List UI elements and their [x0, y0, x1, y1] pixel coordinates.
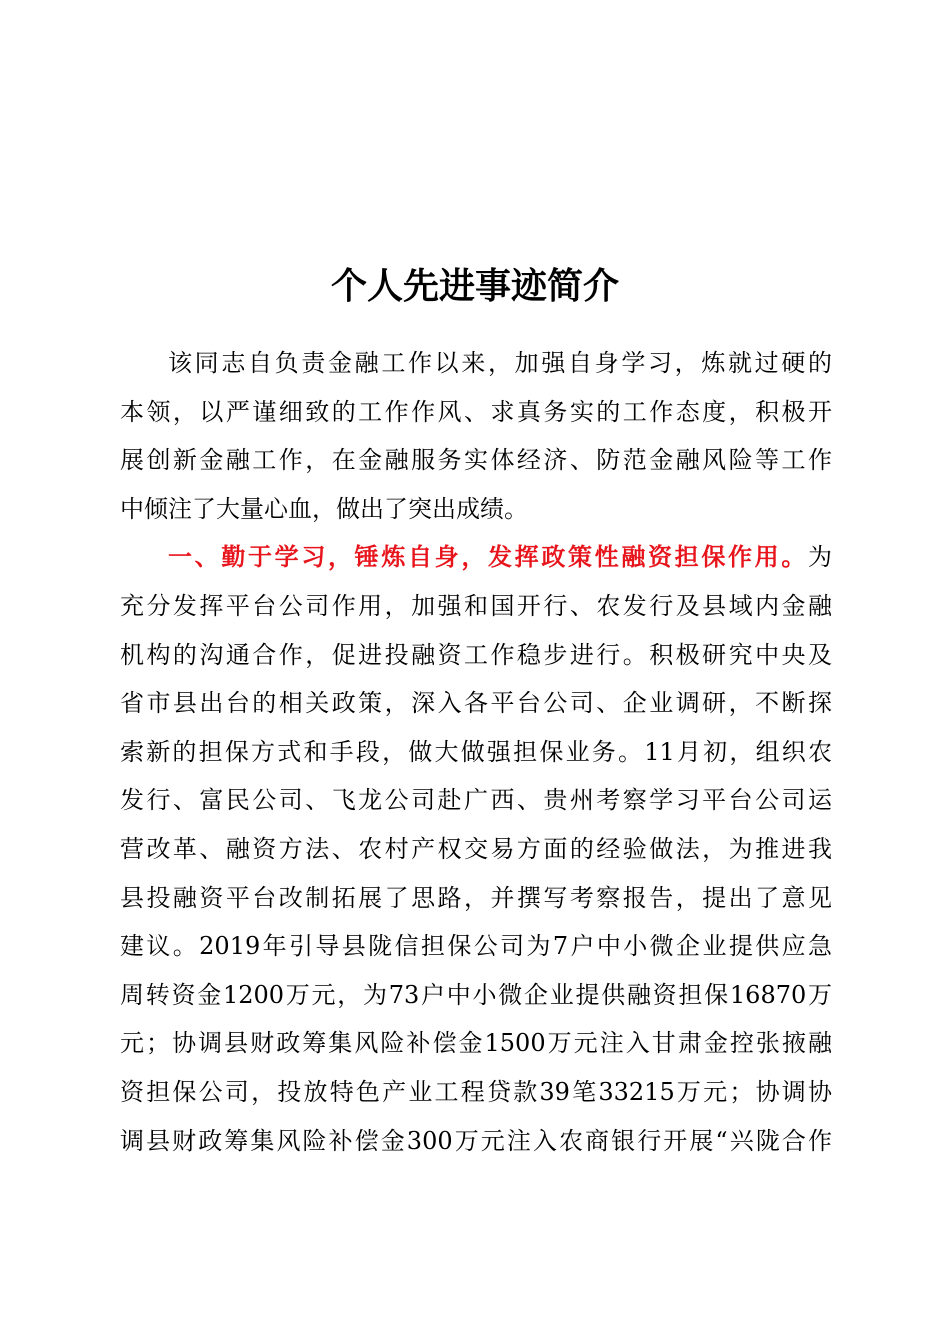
- paragraph-2-line-5: 索新的担保方式和手段，做大做强担保业务。11月初，组织农: [120, 737, 832, 766]
- document-title: 个人先进事迹简介: [330, 265, 619, 307]
- paragraph-2-line-9: 建议。2019年引导县陇信担保公司为7户中小微企业提供应急: [120, 932, 832, 961]
- paragraph-2-line-7: 营改革、融资方法、农村产权交易方面的经验做法，为推进我: [120, 834, 832, 863]
- paragraph-1-line-3: 展创新金融工作，在金融服务实体经济、防范金融风险等工作: [120, 446, 832, 475]
- section-heading-1: 一、勤于学习，锤炼自身，发挥政策性融资担保作用。: [168, 543, 808, 572]
- paragraph-2-line-3: 机构的沟通合作，促进投融资工作稳步进行。积极研究中央及: [120, 640, 832, 669]
- paragraph-2-line-12: 资担保公司，投放特色产业工程贷款39笔33215万元；协调协: [120, 1077, 832, 1106]
- paragraph-1-line-2: 本领，以严谨细致的工作作风、求真务实的工作态度，积极开: [120, 397, 832, 426]
- paragraph-2-line-1-rest: 为: [808, 543, 832, 572]
- paragraph-1-line-1: 该同志自负责金融工作以来，加强自身学习，炼就过硬的: [168, 349, 832, 377]
- paragraph-1-line-4: 中倾注了大量心血，做出了突出成绩。: [120, 494, 528, 523]
- document-body: [120, 339, 832, 1165]
- paragraph-2-line-1: [120, 533, 832, 582]
- paragraph-2-line-11: 元；协调县财政筹集风险补偿金1500万元注入甘肃金控张掖融: [120, 1029, 832, 1058]
- paragraph-2-line-6: 发行、富民公司、飞龙公司赴广西、贵州考察学习平台公司运: [120, 786, 832, 815]
- paragraph-2-line-2: 充分发挥平台公司作用，加强和国开行、农发行及县域内金融: [120, 591, 832, 620]
- paragraph-2-line-4: 省市县出台的相关政策，深入各平台公司、企业调研，不断探: [120, 689, 832, 718]
- paragraph-2-line-13: 调县财政筹集风险补偿金300万元注入农商银行开展“兴陇合作: [120, 1126, 832, 1155]
- paragraph-2-line-10: 周转资金1200万元，为73户中小微企业提供融资担保16870万: [120, 980, 832, 1009]
- paragraph-2-line-8: 县投融资平台改制拓展了思路，并撰写考察报告，提出了意见: [120, 883, 832, 912]
